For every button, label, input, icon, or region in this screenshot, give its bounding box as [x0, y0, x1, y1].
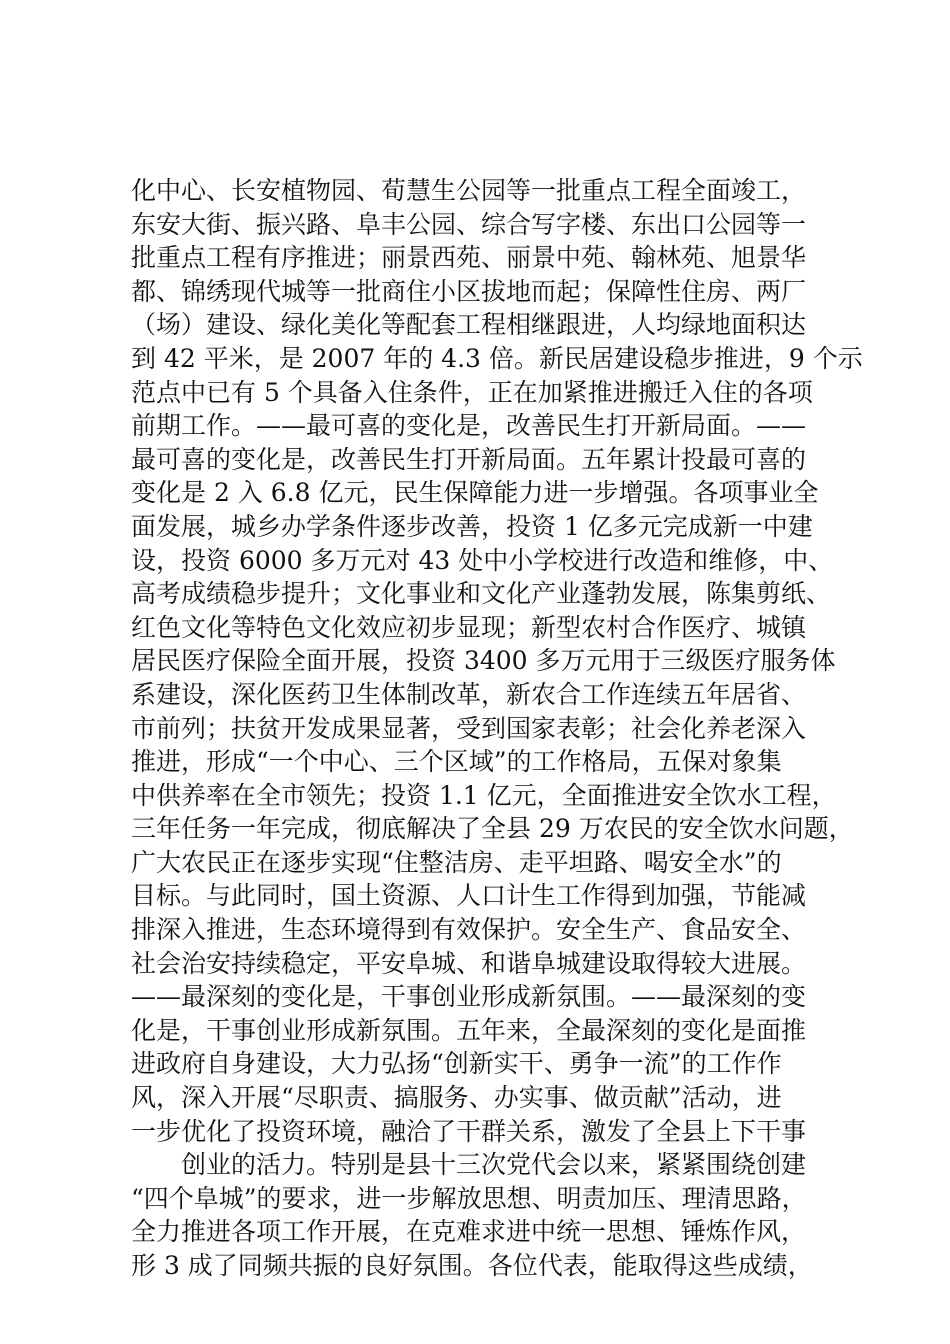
text-line: 社会治安持续稳定，平安阜城、和谐阜城建设取得较大进展。	[131, 948, 807, 978]
text-line: 化是，干事创业形成新氛围。五年来，全最深刻的变化是面推	[131, 1015, 807, 1045]
text-line: 风，深入开展“尽职责、搞服务、办实事、做贡献”活动，进	[131, 1083, 782, 1113]
text-line: 推进，形成“一个中心、三个区域”的工作格局，五保对象集	[131, 747, 782, 777]
text-line: 最可喜的变化是，改善民生打开新局面。五年累计投最可喜的	[131, 444, 807, 474]
text-line: 高考成绩稳步提升；文化事业和文化产业蓬勃发展，陈集剪纸、	[131, 579, 832, 609]
text-line: 都、锦绣现代城等一批商住小区拔地而起；保障性住房、两厂	[131, 276, 807, 306]
text-line: 目标。与此同时，国土资源、人口计生工作得到加强，节能减	[131, 881, 807, 911]
text-line: 面发展，城乡办学条件逐步改善，投资 1 亿多元完成新一中建	[131, 511, 813, 541]
text-line: 市前列；扶贫开发成果显著，受到国家表彰；社会化养老深入	[131, 713, 807, 743]
text-line: 批重点工程有序推进；丽景西苑、丽景中苑、翰林苑、旭景华	[131, 243, 807, 273]
text-line: 化中心、长安植物园、荀慧生公园等一批重点工程全面竣工，	[131, 176, 807, 205]
text-line: 设，投资 6000 多万元对 43 处中小学校进行改造和维修，中、	[131, 545, 834, 575]
text-line: 排深入推进，生态环境得到有效保护。安全生产、食品安全、	[131, 915, 807, 945]
text-line: 红色文化等特色文化效应初步显现；新型农村合作医疗、城镇	[131, 612, 807, 642]
body-text	[131, 174, 871, 1283]
text-line: 中供养率在全市领先；投资 1.1 亿元，全面推进安全饮水工程，	[131, 780, 837, 810]
text-line: 范点中已有 5 个具备入住条件，正在加紧推进搬迁入住的各项	[131, 377, 813, 407]
text-line: 广大农民正在逐步实现“住整洁房、走平坦路、喝安全水”的	[131, 847, 782, 877]
text-line: ——最深刻的变化是，干事创业形成新氛围。——最深刻的变	[131, 982, 807, 1012]
text-line: “四个阜城”的要求，进一步解放思想、明责加压、理清思路，	[131, 1183, 807, 1213]
text-line: （场）建设、绿化美化等配套工程相继跟进，人均绿地面积达	[131, 310, 807, 340]
text-line: 一步优化了投资环境，融洽了干群关系，激发了全县上下干事	[131, 1116, 807, 1146]
text-line: 创业的活力。特别是县十三次党代会以来，紧紧围绕创建	[181, 1150, 807, 1180]
text-line: 形 3 成了同频共振的良好氛围。各位代表，能取得这些成绩，	[131, 1251, 813, 1280]
text-line: 进政府自身建设，大力弘扬“创新实干、勇争一流”的工作作	[131, 1049, 782, 1079]
text-line: 居民医疗保险全面开展，投资 3400 多万元用于三级医疗服务体	[131, 646, 836, 676]
text-line: 前期工作。——最可喜的变化是，改善民生打开新局面。——	[131, 411, 807, 441]
text-line: 全力推进各项工作开展，在克难求进中统一思想、锤炼作风，	[131, 1217, 807, 1247]
text-line: 三年任务一年完成，彻底解决了全县 29 万农民的安全饮水问题，	[131, 814, 854, 844]
text-line: 变化是 2 入 6.8 亿元，民生保障能力进一步增强。各项事业全	[131, 478, 819, 508]
text-line: 东安大街、振兴路、阜丰公园、综合写字楼、东出口公园等一	[131, 209, 807, 239]
text-line: 系建设，深化医药卫生体制改革，新农合工作连续五年居省、	[131, 679, 807, 709]
text-line: 到 42 平米，是 2007 年的 4.3 倍。新民居建设稳步推进，9 个示	[131, 343, 863, 373]
